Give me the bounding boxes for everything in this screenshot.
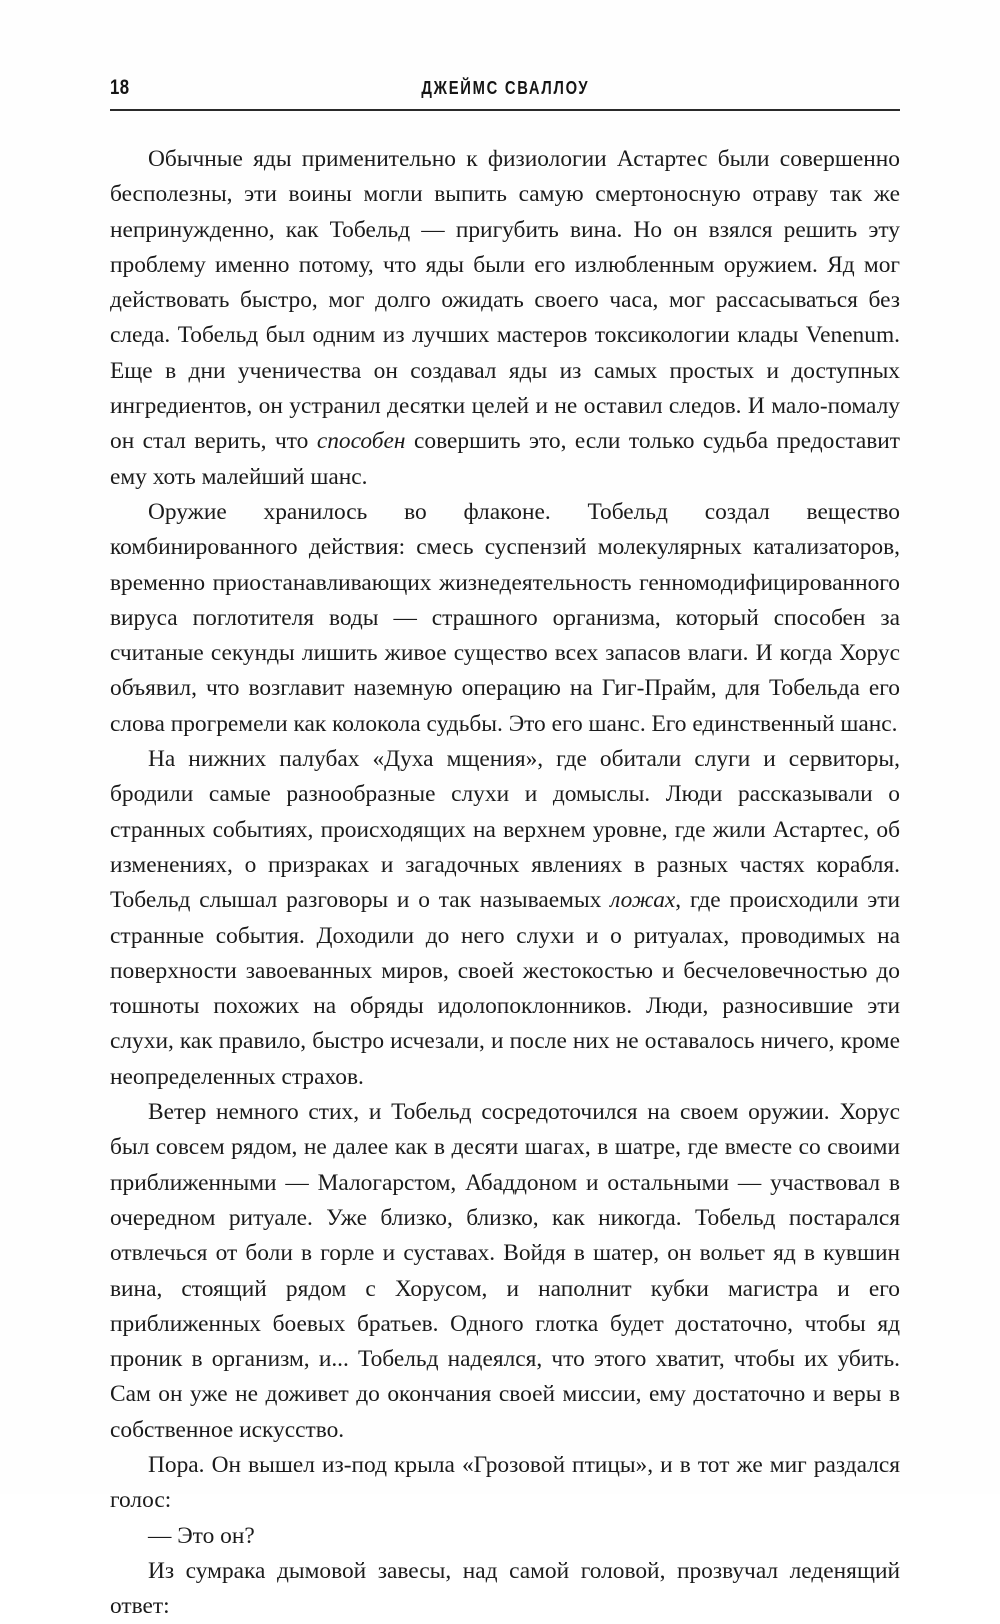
paragraph-1-part-b: совершить это, если только судьба предоставит ему хоть малейший шанс. — [110, 428, 900, 490]
header-divider — [110, 109, 900, 111]
body-text — [110, 142, 900, 1624]
paragraph-5: Пора. Он вышел из-под крыла «Грозовой птицы», и в тот же миг раздался голос: — [110, 1451, 900, 1514]
page-number: 18 — [110, 76, 130, 99]
paragraph-3-emphasis: ложах — [610, 887, 676, 914]
page-content — [110, 74, 900, 1624]
dialogue-line-1: — Это он? — [148, 1522, 255, 1549]
running-head — [110, 74, 900, 116]
paragraph-3-part-a: На нижних палубах «Духа мщения», где обитали слуги и сервиторы, бродили самые разнообразные слухи и домыслы. Люди рассказывали о странных событиях, происходящих на верхнем уровне, где жили Астартес, об изменениях, о призраках и загадочных явлениях в разных частях корабля. Тобельд слышал разговоры и о так называемых — [110, 746, 900, 914]
running-title-text: ДЖЕЙМС СВАЛЛОУ — [421, 78, 589, 98]
paragraph-4: Ветер немного стих, и Тобельд сосредоточился на своем оружии. Хорус был совсем рядом, не далее как в десяти шагах, в шатре, где вместе со своими приближенными — Малогарстом, Абаддоном и остальными — участвовал в очередном ритуале. Уже близко, близко, как никогда. Тобельд постарался отвлечься от боли в горле и суставах. Войдя в шатер, он вольет яд в кувшин вина, стоящий рядом с Хорусом, и наполнит кубки магистра и его приближенных боевых братьев. Одного глотка будет достаточно, чтобы яд проник в организм, и... Тобельд надеялся, что этого хватит, чтобы их убить. Сам он уже не доживет до окончания своей миссии, ему достаточно и веры в собственное искусство. — [110, 1099, 900, 1443]
running-title — [110, 78, 900, 99]
paragraph-1-part-a: Обычные яды применительно к физиологии Астартес были совершенно бесполезны, эти воины могли выпить самую смертоносную отраву так же непринужденно, как Тобельд — пригубить вина. Но он взялся решить эту проблему именно потому, что яды были его излюбленным оружием. Яд мог действовать быстро, мог долго ожидать своего часа, мог рассасываться без следа. Тобельд был одним из лучших мастеров токсикологии клады Venenum. Еще в дни ученичества он создавал яды из самых простых и доступных ингредиентов, он устранил десятки целей и не оставил следов. И мало-помалу он стал верить, что — [110, 146, 900, 455]
paragraph-2: Оружие хранилось во флаконе. Тобельд создал вещество комбинированного действия: смесь суспензий молекулярных катализаторов, временно приостанавливающих жизнедеятельность генномодифицированного вируса поглотителя воды — страшного организма, который способен за считаные секунды лишить живое существо всех запасов влаги. И когда Хорус объявил, что возглавит наземную операцию на Гиг-Прайм, для Тобельда его слова прогремели как колокола судьбы. Это его шанс. Его единственный шанс. — [110, 498, 900, 737]
paragraph-3-part-b: , где происходили эти странные события. Доходили до него слухи и о ритуалах, проводимых на поверхности завоеванных миров, своей жестокостью и бесчеловечностью до тошноты похожих на обряды идолопоклонников. Люди, разносившие эти слухи, как правило, быстро исчезали, и после них не оставалось ничего, кроме неопределенных страхов. — [110, 887, 900, 1090]
paragraph-6: Из сумрака дымовой завесы, над самой головой, прозвучал леденящий ответ: — [110, 1557, 900, 1620]
paragraph-1-emphasis: способен — [316, 428, 406, 455]
paragraph-1 — [110, 142, 900, 495]
paragraph-3 — [110, 742, 900, 1095]
